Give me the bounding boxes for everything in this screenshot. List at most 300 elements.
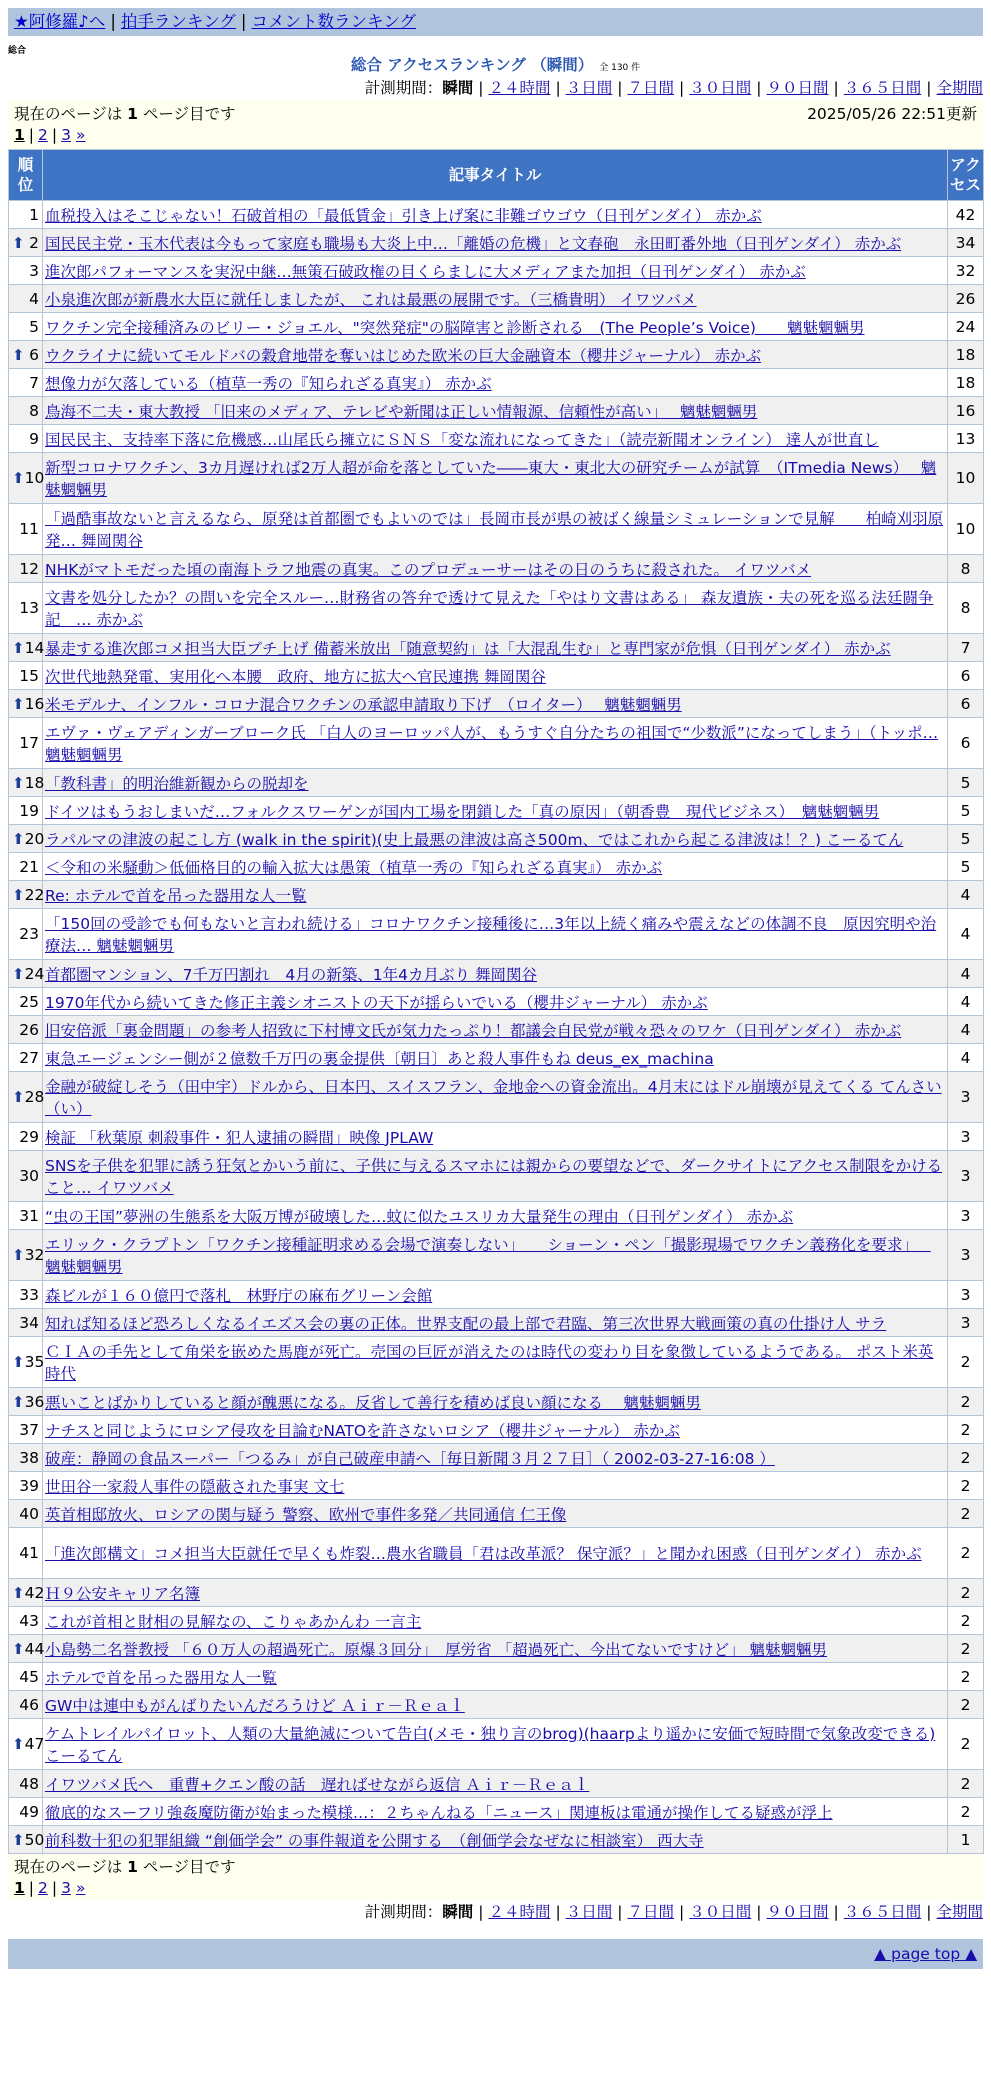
table-row: [9, 341, 984, 369]
separator: |: [617, 1903, 623, 1921]
page-number-link[interactable]: 3: [61, 1879, 72, 1897]
rank-cell: [9, 853, 43, 881]
rank-number: 41: [19, 1544, 39, 1562]
article-title-link[interactable]: 1970年代から続いてきた修正主義シオニストの天下が揺らいでいる（櫻井ジャーナル） 赤かぶ: [45, 993, 708, 1012]
article-title-link[interactable]: イワツバメ氏へ 重曹+クエン酸の話 遅ればせながら返信 Ａｉｒ－Ｒｅａｌ: [45, 1775, 590, 1794]
access-count: 2: [948, 1770, 984, 1798]
table-row: [9, 769, 984, 797]
article-title-link[interactable]: ウクライナに続いてモルドバの穀倉地帯を奪いはじめた欧米の巨大金融資本（櫻井ジャーナル） 赤かぶ: [45, 346, 762, 365]
rank-cell: [9, 769, 43, 797]
rank-number: 40: [19, 1504, 39, 1523]
title-cell: [43, 1230, 948, 1281]
table-row: [9, 369, 984, 397]
title-cell: [43, 1044, 948, 1072]
title-cell: [43, 1388, 948, 1416]
period-option-link[interactable]: ２４時間: [488, 79, 551, 97]
access-count: 4: [948, 960, 984, 988]
separator: |: [926, 79, 932, 97]
table-row: [9, 960, 984, 988]
article-title-link[interactable]: ケムトレイルパイロット、人類の大量絶滅について告白(メモ・独り言のbrog)(haarpより遥かに安価で短時間で気象改変できる) こーるてん: [45, 1725, 936, 1765]
page-top-link[interactable]: ▲ page top ▲: [874, 1945, 977, 1963]
access-count: 24: [948, 313, 984, 341]
title-cell: [43, 555, 948, 583]
article-title-link[interactable]: 森ビルが１６０億円で落札 林野庁の麻布グリーン会館: [45, 1286, 433, 1305]
home-link[interactable]: ★阿修羅♪へ: [14, 12, 106, 31]
rank-number: 15: [19, 666, 39, 685]
rank-up-arrow-icon: ⬆: [12, 345, 25, 364]
title-cell: [43, 425, 948, 453]
table-row: [9, 1281, 984, 1309]
pager-status-line: [14, 104, 977, 125]
rank-number: 29: [19, 1127, 39, 1146]
pager-status-suffix: ページ目です: [137, 1858, 236, 1876]
table-row: [9, 1691, 984, 1719]
article-title-link[interactable]: ＜令和の米騒動＞低価格目的の輸入拡大は愚策（植草一秀の『知られざる真実』） 赤かぶ: [45, 858, 663, 877]
article-title-link[interactable]: エリック・クラプトン「ワクチン接種証明求める会場で演奏しない」 ショーン・ペン「撮影現場でワクチン義務化を要求」 魑魅魍魎男: [45, 1236, 931, 1276]
bottom-padding: [8, 1969, 983, 1981]
period-selector-bottom: [8, 1900, 983, 1925]
access-count: 3: [948, 1230, 984, 1281]
rank-cell: [9, 229, 43, 257]
rank-number: 7: [29, 373, 39, 392]
article-title-link[interactable]: 国民民主党・玉木代表は今もって家庭も職場も大炎上中…「離婚の危機」と文春砲 永田町番外地（日刊ゲンダイ） 赤かぶ: [45, 234, 902, 253]
title-cell: [43, 1770, 948, 1798]
rank-number: 22: [24, 885, 45, 904]
article-title-link[interactable]: 東急エージェンシー側が２億数千万円の裏金提供〔朝日〕あと殺人事件もね deus_ex_machina: [45, 1049, 714, 1068]
article-title-link[interactable]: 米モデルナ、インフル・コロナ混合ワクチンの承認申請取り下げ （ロイター） 魑魅魍魎男: [45, 695, 682, 714]
rank-cell: [9, 988, 43, 1016]
title-cell: [43, 504, 948, 555]
separator: |: [756, 79, 762, 97]
access-count: 10: [948, 504, 984, 555]
pager-bottom: [8, 1854, 983, 1900]
rank-number: 46: [19, 1695, 39, 1714]
table-row: [9, 1607, 984, 1635]
table-row: [9, 555, 984, 583]
access-count: 6: [948, 690, 984, 718]
access-count: 2: [948, 1798, 984, 1826]
table-row: [9, 1151, 984, 1202]
table-row: [9, 201, 984, 229]
rank-cell: [9, 369, 43, 397]
page-number-link[interactable]: 3: [61, 126, 72, 144]
article-title-link[interactable]: ワクチン完全接種済みのビリー・ジョエル、"突然発症"の脳障害と診断される (The People’s Voice) 魑魅魍魎男: [45, 318, 865, 337]
clap-ranking-link[interactable]: 拍手ランキング: [120, 12, 236, 31]
article-title-link[interactable]: “虫の王国”夢洲の生態系を大阪万博が破壊した…蚊に似たユスリカ大量発生の理由（日刊ゲンダイ） 赤かぶ: [45, 1207, 794, 1226]
separator: |: [617, 79, 623, 97]
article-title-link[interactable]: 金融が破綻しそう（田中宇）ドルから、日本円、スイスフラン、金地金への資金流出。4月末にはドル崩壊が見えてくる てんさい（い）: [45, 1078, 942, 1118]
article-title-link[interactable]: Ｈ９公安キャリア名簿: [45, 1584, 201, 1603]
rank-number: 17: [19, 734, 39, 752]
title-cell: [43, 1691, 948, 1719]
rank-cell: [9, 662, 43, 690]
article-title-link[interactable]: 英首相邸放火、ロシアの関与疑う 警察、欧州で事件多発／共同通信 仁王像: [45, 1505, 567, 1524]
pager-status-line: [14, 1857, 977, 1878]
title-cell: [43, 825, 948, 853]
title-cell: [43, 1072, 948, 1123]
title-cell: [43, 1826, 948, 1854]
rank-number: 45: [19, 1667, 39, 1686]
separator: |: [679, 79, 685, 97]
access-count: 5: [948, 797, 984, 825]
access-count: 8: [948, 555, 984, 583]
rank-cell: [9, 634, 43, 662]
rank-up-arrow-icon: ⬆: [12, 469, 25, 487]
rank-up-arrow-icon: ⬆: [12, 1583, 25, 1602]
title-cell: [43, 229, 948, 257]
footer-bar: [8, 1939, 983, 1969]
rank-number: 31: [19, 1206, 39, 1225]
title-cell: [43, 1528, 948, 1579]
period-label: 計測期間：: [364, 1903, 443, 1921]
title-cell: [43, 1798, 948, 1826]
rank-number: 36: [24, 1392, 45, 1411]
access-count: 10: [948, 453, 984, 504]
title-cell: [43, 1663, 948, 1691]
table-row: [9, 988, 984, 1016]
comment-ranking-link[interactable]: コメント数ランキング: [251, 12, 416, 31]
rank-cell: [9, 1607, 43, 1635]
access-count: 13: [948, 425, 984, 453]
table-row: [9, 1230, 984, 1281]
article-title-link[interactable]: 「150回の受診でも何もないと言われ続ける」コロナワクチン接種後に…3年以上続く痛みや震えなどの体調不良 原因究明や治療法… 魑魅魍魎男: [45, 915, 937, 955]
access-count: 3: [948, 1072, 984, 1123]
title-cell: [43, 1309, 948, 1337]
rank-up-arrow-icon: ⬆: [12, 1392, 25, 1411]
separator: |: [833, 79, 839, 97]
title-cell: [43, 690, 948, 718]
rank-number: 42: [24, 1583, 45, 1602]
article-title-link[interactable]: GW中は連中もがんばりたいんだろうけど Ａｉｒ－Ｒｅａｌ: [45, 1696, 465, 1715]
article-title-link[interactable]: SNSを子供を犯罪に誘う狂気とかいう前に、子供に与えるスマホには親からの要望などで、ダークサイトにアクセス制限をかけること… イワツバメ: [45, 1157, 943, 1197]
rank-number: 20: [24, 829, 45, 848]
period-option-link[interactable]: ７日間: [627, 1903, 674, 1921]
article-title-link[interactable]: 国民民主、支持率下落に危機感…山尾氏ら擁立にＳＮＳ「変な流れになってきた」（読売新聞オンライン） 達人が世直し: [45, 430, 879, 449]
article-title-link[interactable]: 次世代地熱発電、実用化へ本腰 政府、地方に拡大へ官民連携 舞岡関谷: [45, 667, 546, 686]
pager-links: [14, 125, 977, 146]
table-header-row: [9, 150, 984, 201]
rank-cell: [9, 1388, 43, 1416]
separator: |: [555, 1903, 561, 1921]
table-row: [9, 1635, 984, 1663]
title-cell: [43, 988, 948, 1016]
period-option-link[interactable]: ９０日間: [766, 1903, 829, 1921]
title-cell: [43, 1635, 948, 1663]
title-cell: [43, 583, 948, 634]
separator: |: [478, 1903, 484, 1921]
article-title-link[interactable]: 首都圏マンション、7千万円割れ 4月の新築、1年4カ月ぶり 舞岡関谷: [45, 965, 537, 984]
title-cell: [43, 453, 948, 504]
rank-number: 1: [29, 205, 39, 224]
rank-number: 43: [19, 1611, 39, 1630]
rank-cell: [9, 201, 43, 229]
title-cell: [43, 1444, 948, 1472]
article-title-link[interactable]: 「進次郎構文」コメ担当大臣就任で早くも炸裂…農水省職員「君は改革派？ 保守派？」と聞かれ困惑（日刊ゲンダイ） 赤かぶ: [45, 1545, 922, 1563]
access-count: 16: [948, 397, 984, 425]
access-count: 3: [948, 1281, 984, 1309]
table-row: [9, 853, 984, 881]
period-option-link[interactable]: ３０日間: [689, 1903, 752, 1921]
title-cell: [43, 1016, 948, 1044]
period-option-link[interactable]: 全期間: [936, 1903, 983, 1921]
rank-up-arrow-icon: ⬆: [12, 1088, 25, 1106]
period-option-link[interactable]: ３０日間: [689, 79, 752, 97]
rank-cell: [9, 1770, 43, 1798]
access-count: 3: [948, 1202, 984, 1230]
title-header: 記事タイトル: [43, 150, 948, 201]
article-title-link[interactable]: Re: ホテルで首を吊った器用な人一覧: [45, 886, 307, 905]
table-row: [9, 313, 984, 341]
pager-status-suffix: ページ目です: [137, 105, 236, 123]
article-title-link[interactable]: 世田谷一家殺人事件の隠蔽された事実 文七: [45, 1477, 345, 1496]
separator: |: [478, 79, 484, 97]
rank-number: 13: [19, 599, 39, 617]
title-cell: [43, 1416, 948, 1444]
table-row: [9, 1798, 984, 1826]
title-cell: [43, 1607, 948, 1635]
rank-cell: [9, 341, 43, 369]
period-option-link[interactable]: ９０日間: [766, 79, 829, 97]
period-option-link[interactable]: ３６５日間: [843, 79, 922, 97]
article-title-link[interactable]: エヴァ・ヴェアディンガーブローク氏 「白人のヨーロッパ人が、もうすぐ自分たちの祖国で“少数派”になってしまう」（トッポ… 魑魅魍魎男: [45, 724, 939, 764]
table-row: [9, 257, 984, 285]
article-title-link[interactable]: 暴走する進次郎コメ担当大臣ブチ上げ 備蓄米放出「随意契約」は「大混乱生む」と専門家が危惧（日刊ゲンダイ） 赤かぶ: [45, 639, 891, 658]
access-count: 4: [948, 1044, 984, 1072]
article-title-link[interactable]: 破産：静岡の食品スーパー「つるみ」が自己破産申請へ［毎日新聞３月２７日］（ 2002-03-27-16:08 ）: [45, 1449, 775, 1468]
pager-status: [14, 104, 236, 125]
access-count: 2: [948, 1472, 984, 1500]
article-title-link[interactable]: 「過酷事故ないと言えるなら、原発は首都圏でもよいのでは」長岡市長が県の被ばく線量シミュレーションで見解 柏崎刈羽原発… 舞岡関谷: [45, 510, 944, 550]
article-title-link[interactable]: これが首相と財相の見解なの、こりゃあかんわ 一言主: [45, 1612, 422, 1631]
period-option-link[interactable]: ３６５日間: [843, 1903, 922, 1921]
article-title-link[interactable]: 知れば知るほど恐ろしくなるイエズス会の裏の正体。世界支配の最上部で君臨、第三次世界大戦画策の真の仕掛け人 サラ: [45, 1314, 887, 1333]
access-count: 2: [948, 1444, 984, 1472]
rank-number: 47: [24, 1735, 45, 1753]
table-row: [9, 690, 984, 718]
article-title-link[interactable]: 前科数十犯の犯罪組織 “創価学会” の事件報道を公開する （創価学会なぜなに相談室） 西大寺: [45, 1831, 704, 1850]
title-cell: [43, 1202, 948, 1230]
article-title-link[interactable]: 新型コロナワクチン、3カ月遅ければ2万人超が命を落としていた――東大・東北大の研究チームが試算 （ITmedia News） 魑魅魍魎男: [45, 459, 937, 499]
access-count: 2: [948, 1691, 984, 1719]
article-title-link[interactable]: 小泉進次郎が新農水大臣に就任しましたが、 これは最悪の展開です。（三橋貴明） イワツバメ: [45, 290, 697, 309]
title-cell: [43, 1719, 948, 1770]
rank-cell: [9, 1663, 43, 1691]
access-count: 2: [948, 1337, 984, 1388]
rank-up-arrow-icon: ⬆: [12, 1639, 25, 1658]
rank-number: 6: [29, 345, 39, 364]
access-count: 5: [948, 825, 984, 853]
access-count: 4: [948, 909, 984, 960]
access-count: 18: [948, 341, 984, 369]
top-nav-bar: ★阿修羅♪へ | 拍手ランキング | コメント数ランキング: [8, 8, 983, 36]
article-title-link[interactable]: 旧安倍派「裏金問題」の参考人招致に下村博文氏が気力たっぷり！都議会自民党が戦々恐々のワケ（日刊ゲンダイ） 赤かぶ: [45, 1021, 902, 1040]
table-row: [9, 1416, 984, 1444]
article-title-link[interactable]: 血税投入はそこじゃない！石破首相の「最低賃金」引き上げ案に非難ゴウゴウ（日刊ゲンダイ） 赤かぶ: [45, 206, 762, 225]
rank-number: 30: [19, 1167, 39, 1185]
article-title-link[interactable]: 想像力が欠落している（植草一秀の『知られざる真実』） 赤かぶ: [45, 374, 492, 393]
article-title-link[interactable]: 悪いことばかりしていると顔が醜悪になる。反省して善行を積めば良い顔になる 魑魅魍魎男: [45, 1393, 701, 1412]
rank-cell: [9, 1151, 43, 1202]
next-page-link[interactable]: »: [75, 126, 86, 144]
rank-cell: [9, 1123, 43, 1151]
rank-cell: [9, 397, 43, 425]
rank-cell: [9, 1500, 43, 1528]
rank-number: 27: [19, 1048, 39, 1067]
access-count: 6: [948, 718, 984, 769]
table-row: [9, 1579, 984, 1607]
access-count: 3: [948, 1123, 984, 1151]
article-title-link[interactable]: 徹底的なスーフリ強姦魔防衛が始まった模様…：２ちゃんねる「ニュース」関連板は電通が操作してる疑惑が浮上: [45, 1803, 833, 1822]
rank-cell: [9, 1016, 43, 1044]
access-count: 4: [948, 988, 984, 1016]
page-title: 総合 アクセスランキング （瞬間）: [350, 56, 594, 74]
rank-number: 9: [29, 429, 39, 448]
ranking-table-body: [9, 201, 984, 1854]
rank-up-arrow-icon: ⬆: [12, 1246, 25, 1264]
rank-number: 23: [19, 925, 39, 943]
rank-up-arrow-icon: ⬆: [12, 829, 25, 848]
rank-cell: [9, 797, 43, 825]
table-row: [9, 1309, 984, 1337]
rank-up-arrow-icon: ⬆: [12, 1735, 25, 1753]
title-cell: [43, 1337, 948, 1388]
rank-up-arrow-icon: ⬆: [12, 694, 25, 713]
separator: |: [51, 126, 58, 144]
table-row: [9, 1016, 984, 1044]
article-title-link[interactable]: 進次郎パフォーマンスを実況中継…無策石破政権の目くらましに大メディアまた加担（日刊ゲンダイ） 赤かぶ: [45, 262, 806, 281]
table-row: [9, 1770, 984, 1798]
title-cell: [43, 257, 948, 285]
page-number-current: 1: [14, 126, 25, 144]
table-row: [9, 1472, 984, 1500]
separator: |: [679, 1903, 685, 1921]
title-cell: [43, 1500, 948, 1528]
rank-up-arrow-icon: ⬆: [12, 964, 25, 983]
rank-cell: [9, 1635, 43, 1663]
article-title-link[interactable]: 鳥海不二夫・東大教授 「旧来のメディア、テレビや新聞は正しい情報源、信頼性が高い」 魑魅魍魎男: [45, 402, 758, 421]
access-header: アクセス: [948, 150, 984, 201]
page-number-link[interactable]: 2: [38, 126, 48, 144]
period-label: 計測期間：: [364, 79, 443, 97]
rank-cell: [9, 555, 43, 583]
title-cell: [43, 960, 948, 988]
rank-cell: [9, 881, 43, 909]
access-count: 42: [948, 201, 984, 229]
period-option-link[interactable]: ７日間: [627, 79, 674, 97]
rank-up-arrow-icon: ⬆: [12, 1353, 25, 1371]
article-title-link[interactable]: ラパルマの津波の起こし方 (walk in the spirit)(史上最悪の津波は高さ500m、ではこれから起こる津波は！？) こーるてん: [45, 830, 904, 849]
rank-cell: [9, 1072, 43, 1123]
title-cell: [43, 853, 948, 881]
table-row: [9, 504, 984, 555]
rank-up-arrow-icon: ⬆: [12, 638, 25, 657]
rank-number: 18: [24, 773, 45, 792]
rank-cell: [9, 453, 43, 504]
period-option-link[interactable]: 全期間: [936, 79, 983, 97]
title-cell: [43, 1123, 948, 1151]
title-cell: [43, 285, 948, 313]
table-row: [9, 797, 984, 825]
separator: |: [756, 1903, 762, 1921]
access-count: 6: [948, 662, 984, 690]
rank-cell: [9, 425, 43, 453]
rank-number: 3: [29, 261, 39, 280]
table-row: [9, 1528, 984, 1579]
rank-up-arrow-icon: ⬆: [12, 1830, 25, 1849]
rank-up-arrow-icon: ⬆: [12, 773, 25, 792]
rank-number: 25: [19, 992, 39, 1011]
separator: |: [833, 1903, 839, 1921]
rank-cell: [9, 909, 43, 960]
article-title-link[interactable]: ＣＩＡの手先として角栄を嵌めた馬鹿が死亡。売国の巨匠が消えたのは時代の変わり目を象徴しているようである。 ポスト米英時代: [45, 1343, 934, 1383]
rank-number: 19: [19, 801, 39, 820]
separator: |: [28, 1879, 35, 1897]
rank-number: 5: [29, 317, 39, 336]
access-count: 32: [948, 257, 984, 285]
title-cell: [43, 634, 948, 662]
separator: |: [926, 1903, 932, 1921]
rank-number: 10: [24, 469, 45, 487]
rank-cell: [9, 1579, 43, 1607]
rank-cell: [9, 504, 43, 555]
article-title-link[interactable]: ナチスと同じようにロシア侵攻を目論むNATOを許さないロシア（櫻井ジャーナル） 赤かぶ: [45, 1421, 680, 1440]
article-title-link[interactable]: 小島勢二名誉教授 「６０万人の超過死亡。原爆３回分」 厚労省 「超過死亡、今出てないですけど」 魑魅魍魎男: [45, 1640, 828, 1659]
access-count: 4: [948, 1016, 984, 1044]
page-number-link[interactable]: 2: [38, 1879, 48, 1897]
article-title-link[interactable]: 「教科書」的明治維新観からの脱却を: [45, 774, 309, 793]
article-title-link[interactable]: ドイツはもうおしまいだ…フォルクスワーゲンが国内工場を閉鎖した「真の原因」（朝香豊 現代ビジネス） 魑魅魍魎男: [45, 802, 880, 821]
article-title-link[interactable]: ホテルで首を吊った器用な人一覧: [45, 1668, 277, 1687]
period-selector-top: [8, 76, 983, 101]
rank-cell: [9, 718, 43, 769]
table-row: [9, 634, 984, 662]
period-option-link[interactable]: ３日間: [565, 79, 613, 97]
updated-timestamp: 2025/05/26 22:51更新: [807, 105, 977, 123]
table-row: [9, 1500, 984, 1528]
table-row: [9, 397, 984, 425]
period-option-link[interactable]: ２４時間: [488, 1903, 551, 1921]
next-page-link[interactable]: »: [75, 1879, 86, 1897]
period-option-current: 瞬間: [442, 1903, 474, 1921]
rank-cell: [9, 825, 43, 853]
access-count: 3: [948, 1309, 984, 1337]
access-count: 8: [948, 583, 984, 634]
page-number-current: 1: [14, 1879, 25, 1897]
table-row: [9, 1719, 984, 1770]
rank-number: 38: [19, 1448, 39, 1467]
title-cell: [43, 313, 948, 341]
rank-number: 49: [19, 1802, 39, 1821]
article-title-link[interactable]: NHKがマトモだった頃の南海トラフ地震の真実。このプロデューサーはその日のうちに殺された。 イワツバメ: [45, 560, 812, 579]
rank-cell: [9, 1044, 43, 1072]
access-count: 2: [948, 1416, 984, 1444]
rank-cell: [9, 1309, 43, 1337]
title-cell: [43, 909, 948, 960]
pager-current-number: 1: [127, 1858, 138, 1876]
table-row: [9, 583, 984, 634]
article-title-link[interactable]: 検証 「秋葉原 刺殺事件・犯人逮捕の瞬間」映像 JPLAW: [45, 1128, 434, 1147]
pager-status: [14, 1857, 236, 1878]
table-row: [9, 881, 984, 909]
rank-number: 50: [24, 1830, 45, 1849]
rank-cell: [9, 1528, 43, 1579]
access-count: 34: [948, 229, 984, 257]
rank-cell: [9, 1337, 43, 1388]
article-title-link[interactable]: 文書を処分したか？の問いを完全スルー…財務省の答弁で透けて見えた「やはり文書はある」 森友遺族・夫の死を巡る法廷闘争記 … 赤かぶ: [45, 589, 934, 629]
period-option-link[interactable]: ３日間: [565, 1903, 613, 1921]
rank-number: 44: [24, 1639, 45, 1658]
title-cell: [43, 369, 948, 397]
